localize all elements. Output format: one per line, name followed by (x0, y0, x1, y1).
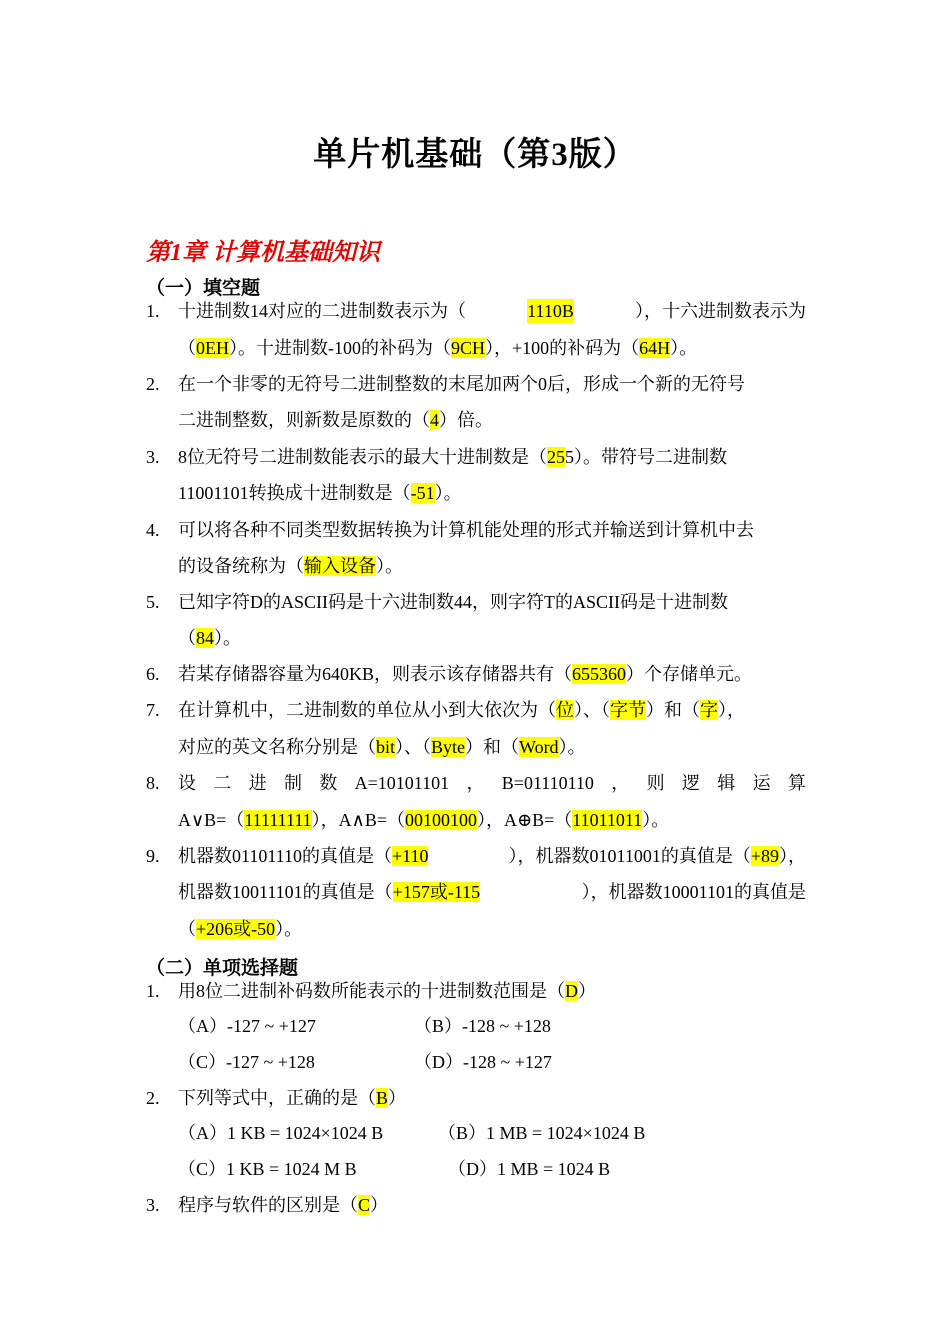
answer-highlight: 00100100 (405, 810, 478, 830)
answer-highlight: 输入设备 (304, 556, 376, 576)
question-number: 1. (146, 301, 160, 321)
answer-highlight: 1110B (527, 301, 574, 321)
question-text: 十进制数14对应的二进制数表示为（ 1110B ），十六进制数表示为 (178, 301, 806, 321)
section-fill-in-heading: （一）填空题 (146, 278, 261, 299)
answer-highlight: Word (519, 737, 559, 757)
answer-highlight: 84 (196, 628, 214, 648)
question-text-cont: （84）。 (178, 628, 241, 648)
question-text: 8位无符号二进制数能表示的最大十进制数是（255）。带符号二进制数 (178, 447, 727, 467)
section-choice-heading: （二）单项选择题 (146, 958, 299, 979)
answer-highlight: 25 (547, 447, 565, 467)
option-b: （B）-128 ~ +128 (414, 1016, 551, 1036)
answer-highlight: 字 (700, 700, 718, 720)
question-number: 3. (146, 1195, 160, 1215)
answer-highlight: C (358, 1195, 371, 1215)
question-number: 6. (146, 664, 160, 684)
answer-highlight: bit (376, 737, 396, 757)
question-text: 若某存储器容量为640KB，则表示该存储器共有（655360）个存储单元。 (178, 664, 753, 684)
question-text: 用8位二进制补码数所能表示的十进制数范围是（D） (178, 981, 596, 1001)
answer-highlight: 11011011 (572, 810, 643, 830)
option-c: （C）1 KB = 1024 M B (178, 1159, 357, 1179)
option-b: （B）1 MB = 1024×1024 B (438, 1123, 646, 1143)
question-text-cont: 对应的英文名称分别是（bit）、（Byte）和（Word）。 (178, 737, 586, 757)
answer-highlight: 64H (639, 338, 671, 358)
question-number: 9. (146, 846, 160, 866)
question-text-cont: 二进制整数，则新数是原数的（4）倍。 (178, 410, 493, 430)
question-text-cont: A∨B=（11111111），A∧B=（00100100），A⊕B=（11011011）。 (178, 810, 670, 830)
question-text-cont: 11001101转换成十进制数是（-51）。 (178, 483, 462, 503)
question-text: 下列等式中，正确的是（B） (178, 1088, 407, 1108)
chapter-heading: 第1章 计算机基础知识 (146, 240, 380, 266)
question-text-cont: （+206或-50）。 (178, 919, 303, 939)
answer-highlight: 4 (430, 410, 439, 430)
option-c: （C）-127 ~ +128 (178, 1052, 315, 1072)
question-text: 可以将各种不同类型数据转换为计算机能处理的形式并输送到计算机中去 (178, 520, 754, 540)
question-number: 2. (146, 1088, 160, 1108)
question-number: 3. (146, 447, 160, 467)
answer-highlight: +110 (392, 846, 429, 866)
answer-highlight: +89 (750, 846, 779, 866)
answer-highlight: +157或-115 (392, 882, 481, 902)
question-number: 2. (146, 374, 160, 394)
answer-highlight: Byte (431, 737, 466, 757)
option-d: （D）-128 ~ +127 (414, 1052, 552, 1072)
question-text: 在计算机中，二进制数的单位从小到大依次为（位）、（字节）和（字）， (178, 700, 745, 720)
answer-highlight: 位 (556, 700, 574, 720)
answer-highlight: B (376, 1088, 389, 1108)
answer-highlight: +206或-50 (196, 919, 276, 939)
question-number: 4. (146, 520, 160, 540)
answer-highlight: 655360 (572, 664, 627, 684)
question-number: 5. (146, 592, 160, 612)
question-number: 1. (146, 981, 160, 1001)
answer-highlight: 9CH (451, 338, 486, 358)
option-d: （D）1 MB = 1024 B (448, 1159, 611, 1179)
option-a: （A）-127 ~ +127 (178, 1016, 316, 1036)
answer-highlight: 11111111 (244, 810, 312, 830)
question-text: 机器数01101110的真值是（+110 ），机器数01011001的真值是（+89）， (178, 846, 806, 866)
question-number: 8. (146, 773, 160, 793)
answer-highlight: D (565, 981, 578, 1001)
question-text-cont: 机器数10011101的真值是（+157或-115 ），机器数10001101的真值是 (178, 882, 806, 902)
document-title: 单片机基础（第3版） (313, 137, 637, 173)
question-number: 7. (146, 700, 160, 720)
answer-highlight: 0EH (196, 338, 229, 358)
question-text: 程序与软件的区别是（C） (178, 1195, 389, 1215)
answer-highlight: -51 (410, 483, 435, 503)
option-a: （A）1 KB = 1024×1024 B (178, 1123, 384, 1143)
question-text: 已知字符D的ASCII码是十六进制数44，则字符T的ASCII码是十进制数 (178, 592, 728, 612)
answer-highlight: 字节 (610, 700, 646, 720)
question-text: 设 二 进 制 数 A=10101101 ， B=01110110 ， 则 逻 辑 运 算 (178, 773, 806, 793)
question-text: 在一个非零的无符号二进制整数的末尾加两个0后，形成一个新的无符号 (178, 374, 745, 394)
question-text-cont: （0EH）。十进制数-100的补码为（9CH），+100的补码为（64H）。 (178, 338, 698, 358)
question-text-cont: 的设备统称为（输入设备）。 (178, 556, 403, 576)
